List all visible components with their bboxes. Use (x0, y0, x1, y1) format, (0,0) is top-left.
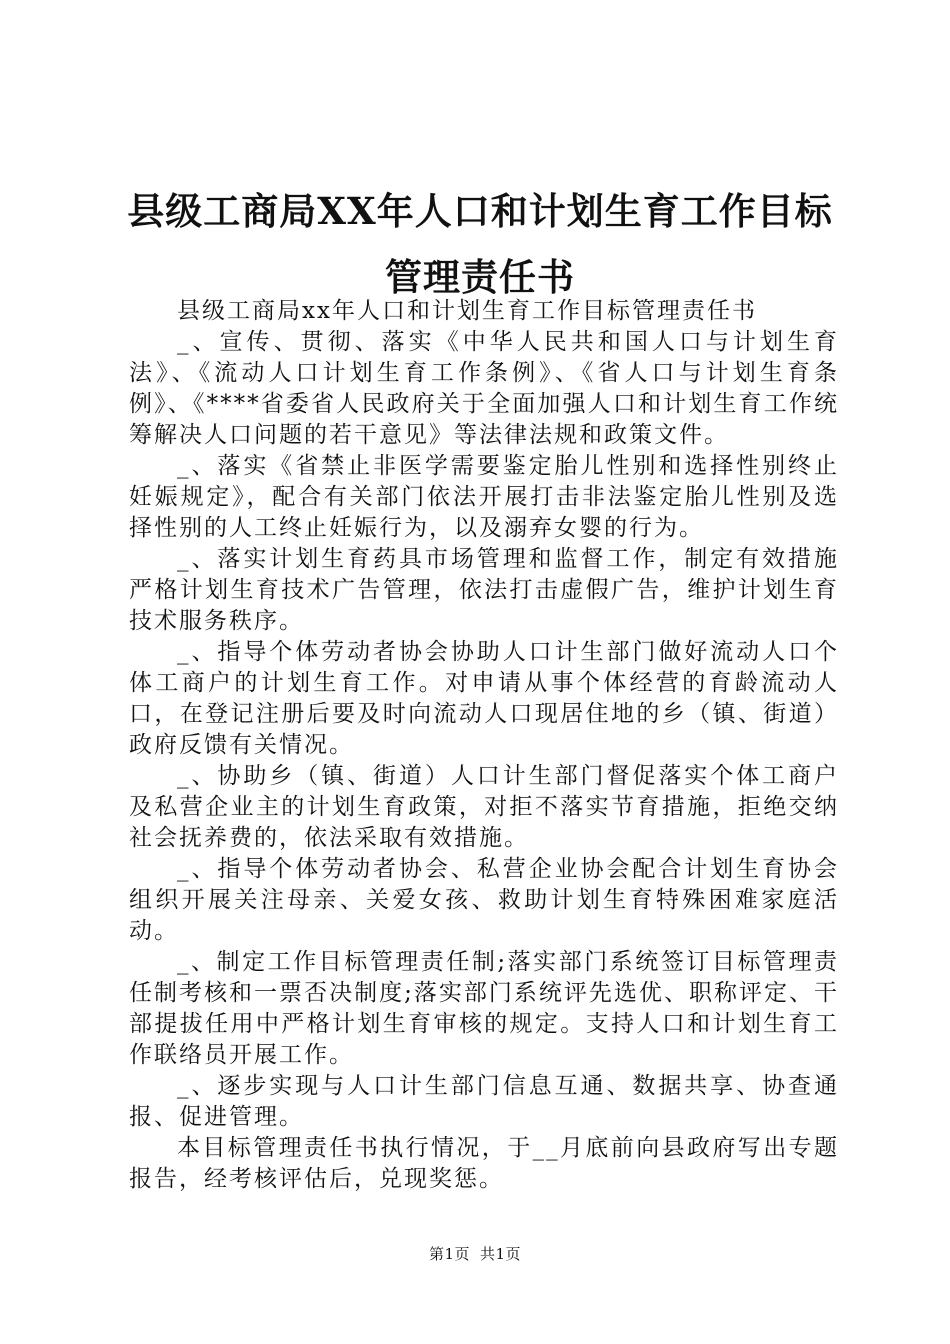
paragraph-item-8: _、逐步实现与人口计生部门信息互通、数据共享、协查通报、促进管理。 (129, 1073, 839, 1130)
paragraph-closing: 本目标管理责任书执行情况，于__月底前向县政府写出专题报告，经考核评估后，兑现奖惩。 (129, 1135, 839, 1192)
page-footer (0, 1244, 950, 1264)
paragraph-item-5: _、协助乡（镇、街道）人口计生部门督促落实个体工商户及私营企业主的计划生育政策，对拒不落实节育措施，拒绝交纳社会抚养费的，依法采取有效措施。 (129, 763, 839, 851)
paragraph-item-4: _、指导个体劳动者协会协助人口计生部门做好流动人口个体工商户的计划生育工作。对申请从事个体经营的育龄流动人口，在登记注册后要及时向流动人口现居住地的乡（镇、街道）政府反馈有关情况。 (129, 639, 839, 758)
page-number: 第1页 (428, 1245, 470, 1263)
document-title: 县级工商局XX年人口和计划生育工作目标管理责任书 (127, 189, 833, 299)
paragraph-item-3: _、落实计划生育药具市场管理和监督工作，制定有效措施严格计划生育技术广告管理，依法打击虚假广告，维护计划生育技术服务秩序。 (129, 546, 839, 634)
paragraph-item-1: _、宣传、贯彻、落实《中华人民共和国人口与计划生育法》、《流动人口计划生育工作条例》、《省人口与计划生育条例》、《****省委省人民政府关于全面加强人口和计划生育工作统筹解决人口问题的若干意见》等法律法规和政策文件。 (129, 329, 839, 448)
paragraph-item-6: _、指导个体劳动者协会、私营企业协会配合计划生育协会组织开展关注母亲、关爱女孩、救助计划生育特殊困难家庭活动。 (129, 856, 839, 944)
paragraph-subtitle: 县级工商局xx年人口和计划生育工作目标管理责任书 (177, 298, 757, 324)
paragraph-item-7: _、制定工作目标管理责任制;落实部门系统签订目标管理责任制考核和一票否决制度;落实部门系统评先选优、职称评定、干部提拔任用中严格计划生育审核的规定。支持人口和计划生育工作联络员开展工作。 (129, 949, 839, 1068)
page-total: 共1页 (480, 1245, 522, 1263)
paragraph-item-2: _、落实《省禁止非医学需要鉴定胎儿性别和选择性别终止妊娠规定》，配合有关部门依法开展打击非法鉴定胎儿性别及选择性别的人工终止妊娠行为，以及溺弃女婴的行为。 (129, 453, 839, 541)
document-body (129, 296, 839, 1195)
